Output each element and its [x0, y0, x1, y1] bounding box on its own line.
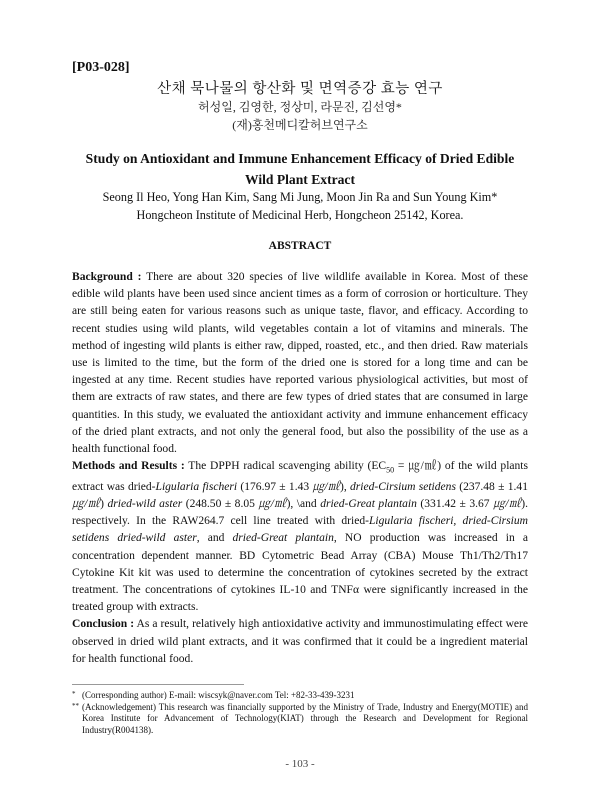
- unit: ㎍/㎖: [312, 480, 340, 493]
- page-number: - 103 -: [285, 758, 315, 770]
- methods-text: ): [100, 497, 108, 510]
- abstract-body: [72, 269, 528, 668]
- footnote-mark: **: [72, 701, 79, 710]
- species-name: dried-Great plantain: [320, 497, 417, 510]
- species-name: dried-Cirsium setidens: [350, 480, 456, 493]
- methods-label: Methods and Results :: [72, 460, 185, 473]
- unit: ㎍/㎖: [258, 497, 287, 510]
- methods-text: ),: [339, 480, 350, 493]
- methods-text: The DPPH radical scavenging ability (EC: [184, 460, 387, 473]
- methods-text: (237.48 ± 1.41: [455, 480, 528, 493]
- footnote-mark: *: [72, 690, 76, 698]
- methods-paragraph: [72, 458, 528, 616]
- unit: ㎍/㎖: [493, 497, 522, 510]
- english-institution: Hongcheon Institute of Medicinal Herb, Hongcheon 25142, Korea.: [136, 208, 464, 222]
- footnote-corresponding: [72, 690, 528, 702]
- species-name: dried-Great plantain: [232, 532, 334, 545]
- methods-text: ). respectively. In the RAW264.7 cell line treated with dried-: [72, 497, 528, 528]
- footnote-divider: [72, 684, 244, 685]
- conclusion-paragraph: [72, 616, 528, 668]
- background-label: Background :: [72, 271, 142, 283]
- ec50-subscript: 50: [386, 465, 395, 475]
- footnote-text: (Acknowledgement) This research was financially supported by the Ministry of Trade, Industry and Energy(MOTIE) and Korea Institute for Advancement of Technology(KIAT) through the Research and Development for Regional Industry(R004138).: [82, 701, 528, 735]
- species-name: Ligularia fischeri, dried-Cirsium setidens dried-wild aster: [72, 515, 528, 545]
- methods-text: , and: [196, 532, 233, 545]
- background-text: There are about 320 species of live wildlife available in Korea. Most of these edible wild plants have been used since ancient times as a form of corrosion or horticulture. They are still being eaten for various reasons such as unique taste, flavor, and efficacy. According to recent studies using wild plants, wild vegetables contain a lot of vitamins and minerals. The method of ingesting wild plants is either raw, dipped, roasted, etc., and then dried. Raw materials use is limited to the time, but the form of the dried one is stored for a long time and can be ingested at any time. Recent studies have reported various physiological activities, but most of them are extracts of raw states, and there are few types of dried states that are consumed in large quantities. In this study, we evaluated the antioxidant activity and immune enhancement efficacy of the dried plant extracts, and not only the general food, but also the possibility of the use as a health functional food.: [72, 271, 528, 456]
- background-paragraph: [72, 269, 528, 458]
- korean-title: 산채 묵나물의 항산화 및 면역증강 효능 연구: [157, 81, 443, 97]
- korean-authors: 허성일, 김영한, 정상미, 라문진, 김선영*: [198, 100, 402, 114]
- english-title: Study on Antioxidant and Immune Enhancement Efficacy of Dried Edible Wild Plant Extract: [85, 151, 515, 187]
- english-authors: Seong Il Heo, Yong Han Kim, Sang Mi Jung, Moon Jin Ra and Sun Young Kim*: [102, 190, 498, 204]
- species-name: Ligularia fischeri: [155, 480, 238, 493]
- abstract-heading: ABSTRACT: [268, 240, 332, 252]
- methods-text: , NO production was increased in a concentration dependent manner. BD Cytometric Bead Array (CBA) Mouse Th1/Th2/Th17 Cytokine Kit kit was used to determine the concentration of cytokines secreted by the extract treatment. The concentrations of cytokines IL-10 and TNFα were significantly increased in the treated group with extracts.: [72, 532, 528, 614]
- footnote-acknowledgement: [72, 702, 528, 737]
- methods-text: (248.50 ± 8.05: [182, 497, 259, 510]
- species-name: dried-wild aster: [107, 497, 183, 510]
- methods-text: ), \and: [286, 497, 321, 510]
- methods-text: (176.97 ± 1.43: [237, 480, 313, 493]
- footnotes: [72, 690, 528, 736]
- methods-text: = ㎍/㎖) of the wild plants extract was dried-: [72, 460, 529, 493]
- conclusion-label: Conclusion :: [72, 618, 135, 631]
- unit: ㎍/㎖: [72, 497, 101, 510]
- korean-institution: (재)홍천메디칼허브연구소: [232, 118, 368, 132]
- footnote-text: (Corresponding author) E-mail: wiscsyk@naver.com Tel: +82-33-439-3231: [82, 690, 355, 700]
- paper-code: [P03-028]: [72, 60, 130, 75]
- conclusion-text: As a result, relatively high antioxidative activity and immunostimulating effect were observed in dried wild plant extracts, and it was confirmed that it could be a ingredient material for health functional food.: [72, 618, 529, 665]
- methods-text: (331.42 ± 3.67: [416, 497, 494, 510]
